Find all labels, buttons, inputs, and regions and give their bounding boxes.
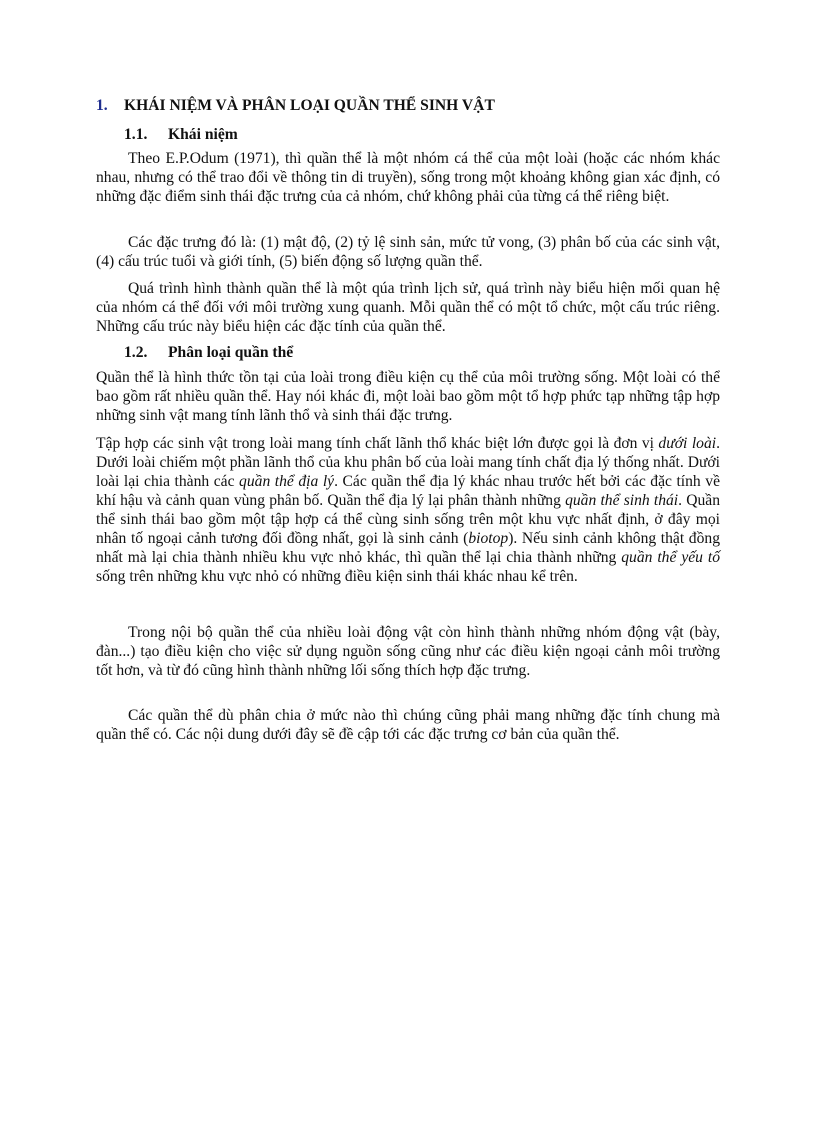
subsection-heading-concept: [124, 125, 724, 145]
paragraph-formation: Quá trình hình thành quần thể là một qúa trình lịch sử, quá trình này biểu hiện mối quan hệ của nhóm cá thể đối với môi trường xung quanh. Mỗi quần thể có một tổ chức, một cấu trúc riêng. Những cấu trúc này biểu hiện các đặc tính của quần thể.: [96, 280, 720, 335]
term-element-population: quần thể yếu tố: [621, 549, 720, 566]
section-title: KHÁI NIỆM VÀ PHÂN LOẠI QUẦN THỂ SINH VẬT: [124, 97, 495, 114]
subsection-title: Khái niệm: [168, 126, 238, 143]
subsection-heading-classification: [124, 343, 724, 363]
subsection-number: 1.1.: [124, 126, 148, 143]
paragraph-subspecies: Tập hợp các sinh vật trong loài mang tính chất lãnh thổ khác biệt lớn được gọi là đơn vị dưới loài. Dưới loài chiếm một phần lãnh thổ của khu phân bố của loài mang tính chất địa lý thống nhất. Dưới loài lại chia thành các quần thể địa lý. Các quần thể địa lý khác nhau trước hết bởi các đặc tính về khí hậu và cảnh quan vùng phân bố. Quần thể địa lý lại phân thành những quần thể sinh thái. Quần thể sinh thái bao gồm một tập hợp cá thể cùng sinh sống trên một khu vực nhất định, ở đây mọi nhân tố ngoại cảnh tương đối đồng nhất, gọi là sinh cảnh (biotop). Nếu sinh cảnh không thật đồng nhất mà lại chia thành nhiều khu vực nhỏ khác, thì quần thể lại chia thành những quần thể yếu tố sống trên những khu vực nhỏ có những điều kiện sinh thái khác nhau kể trên.: [96, 435, 721, 585]
paragraph-population-form: Quần thể là hình thức tồn tại của loài trong điều kiện cụ thể của môi trường sống. Một loài có thể bao gồm rất nhiều quần thể. Hay nói khác đi, một loài bao gồm một tổ hợp phức tạp những tập hợp những sinh vật mang tính lãnh thổ và sinh thái đặc trưng.: [96, 369, 720, 424]
subsection-number: 1.2.: [124, 344, 148, 361]
paragraph-characteristics: Các đặc trưng đó là: (1) mật độ, (2) tỷ lệ sinh sản, mức tử vong, (3) phân bố của các sinh vật, (4) cấu trúc tuổi và giới tính, (5) biến động số lượng quần thể.: [96, 234, 720, 270]
term-geographic-population: quần thể địa lý: [239, 473, 335, 490]
paragraph-definition: Theo E.P.Odum (1971), thì quần thể là một nhóm cá thể của một loài (hoặc các nhóm khác nhau, nhưng có thể trao đổi về thông tin di truyền), sống trong một khoảng không gian xác định, có những đặc điểm sinh thái đặc trưng của cả nhóm, chứ không phải của từng cá thể riêng biệt.: [96, 150, 720, 205]
term-biotop: biotop: [468, 530, 509, 547]
section-number: 1.: [96, 97, 108, 114]
paragraph-groups: Trong nội bộ quần thể của nhiều loài động vật còn hình thành những nhóm động vật (bày, đàn...) tạo điều kiện cho việc sử dụng nguồn sống cũng như các điều kiện ngoại cảnh môi trường tốt hơn, và từ đó cũng hình thành những lối sống thích hợp đặc trưng.: [96, 624, 720, 679]
term-subspecies: dưới loài: [658, 435, 717, 452]
section-heading: [96, 96, 736, 116]
subsection-title: Phân loại quần thể: [168, 344, 294, 361]
term-ecological-population: quần thể sinh thái: [565, 492, 679, 509]
paragraph-conclusion: Các quần thể dù phân chia ở mức nào thì chúng cũng phải mang những đặc tính chung mà quần thể có. Các nội dung dưới đây sẽ đề cập tới các đặc trưng cơ bản của quần thể.: [96, 707, 720, 743]
